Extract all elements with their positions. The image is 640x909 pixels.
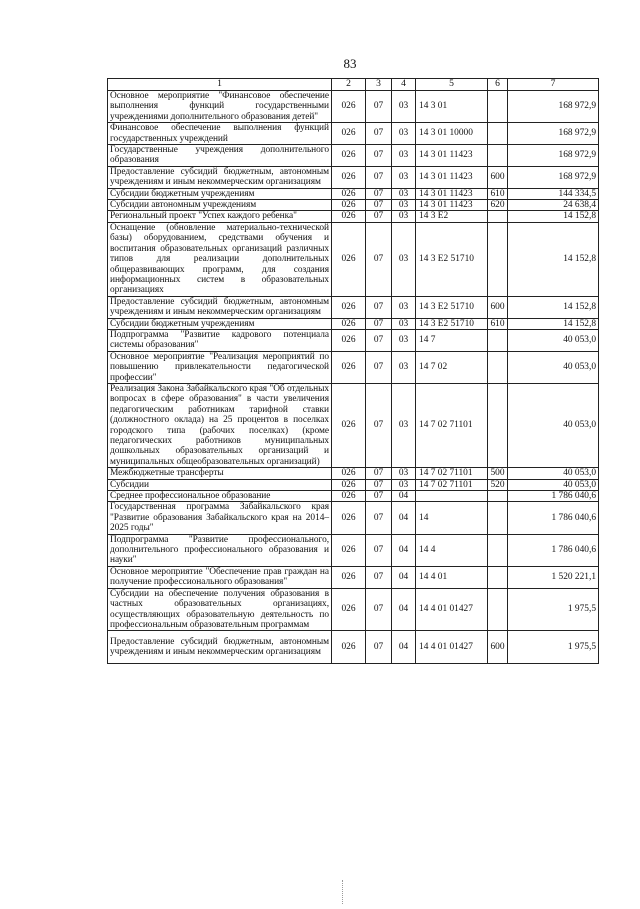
expense-type-cell [488, 534, 508, 566]
expense-type-cell [488, 211, 508, 222]
grbs-cell: 026 [332, 211, 366, 222]
column-header: 3 [366, 79, 392, 91]
column-header: 6 [488, 79, 508, 91]
row-name-cell: Основное мероприятие "Финансовое обеспечение выполнения функций государственными учреждениями дополнительного образования детей" [108, 91, 332, 123]
column-header: 5 [416, 79, 488, 91]
amount-cell: 168 972,9 [508, 123, 599, 145]
table-row [108, 145, 599, 167]
grbs-cell: 026 [332, 166, 366, 188]
subsection-cell: 03 [392, 211, 416, 222]
section-cell: 07 [366, 631, 392, 664]
row-name-cell: Предоставление субсидий бюджетным, автономным учреждениям и иным некоммерческим организациям [108, 166, 332, 188]
section-cell: 07 [366, 211, 392, 222]
row-name-cell: Субсидии бюджетным учреждениям [108, 188, 332, 199]
expense-type-cell: 610 [488, 318, 508, 329]
section-cell: 07 [366, 188, 392, 199]
subsection-cell: 04 [392, 631, 416, 664]
section-cell: 07 [366, 318, 392, 329]
header-row [108, 79, 599, 91]
target-article-cell: 14 7 02 71101 [416, 479, 488, 490]
expense-type-cell [488, 123, 508, 145]
section-cell: 07 [366, 588, 392, 631]
expense-type-cell [488, 351, 508, 383]
column-header: 7 [508, 79, 599, 91]
grbs-cell: 026 [332, 296, 366, 318]
target-article-cell: 14 7 02 [416, 351, 488, 383]
row-name-cell: Субсидии бюджетным учреждениям [108, 318, 332, 329]
row-name-cell: Субсидии на обеспечение получения образования в частных образовательных организациях, осуществляющих образовательную деятельность по профессиональным образовательным программам [108, 588, 332, 631]
grbs-cell: 026 [332, 318, 366, 329]
row-name-cell: Основное мероприятие "Реализация мероприятий по повышению привлекательности педагогической профессии" [108, 351, 332, 383]
row-name-cell: Субсидии [108, 479, 332, 490]
column-header: 1 [108, 79, 332, 91]
grbs-cell: 026 [332, 479, 366, 490]
amount-cell: 14 152,8 [508, 222, 599, 296]
subsection-cell: 03 [392, 145, 416, 167]
amount-cell: 40 053,0 [508, 329, 599, 351]
target-article-cell: 14 [416, 502, 488, 534]
table-row [108, 200, 599, 211]
column-header: 2 [332, 79, 366, 91]
subsection-cell: 03 [392, 296, 416, 318]
row-name-cell: Предоставление субсидий бюджетным, автономным учреждениям и иным некоммерческим организациям [108, 296, 332, 318]
expense-type-cell [488, 145, 508, 167]
section-cell: 07 [366, 91, 392, 123]
table-row [108, 329, 599, 351]
row-name-cell: Оснащение (обновление материально-технической базы) оборудованием, средствами обучения и воспитания образовательных организаций различных типов для реализации дополнительных общеразвивающих программ, для создания информационных систем в образовательных организациях [108, 222, 332, 296]
row-name-cell: Среднее профессиональное образование [108, 491, 332, 502]
expense-type-cell [488, 329, 508, 351]
subsection-cell: 04 [392, 566, 416, 588]
section-cell: 07 [366, 145, 392, 167]
expense-type-cell [488, 383, 508, 467]
row-name-cell: Межбюджетные трансферты [108, 468, 332, 479]
table-row [108, 566, 599, 588]
target-article-cell [416, 491, 488, 502]
section-cell: 07 [366, 534, 392, 566]
section-cell: 07 [366, 296, 392, 318]
row-name-cell: Подпрограмма "Развитие кадрового потенциала системы образования" [108, 329, 332, 351]
table-row [108, 468, 599, 479]
table-row [108, 211, 599, 222]
table-row [108, 491, 599, 502]
scan-artifact [342, 880, 344, 904]
table-row [108, 318, 599, 329]
subsection-cell: 03 [392, 91, 416, 123]
grbs-cell: 026 [332, 502, 366, 534]
target-article-cell: 14 4 01 01427 [416, 631, 488, 664]
subsection-cell: 04 [392, 502, 416, 534]
amount-cell: 14 152,8 [508, 296, 599, 318]
amount-cell: 1 786 040,6 [508, 491, 599, 502]
table-row [108, 222, 599, 296]
section-cell: 07 [366, 383, 392, 467]
target-article-cell: 14 3 01 10000 [416, 123, 488, 145]
section-cell: 07 [366, 123, 392, 145]
target-article-cell: 14 4 [416, 534, 488, 566]
subsection-cell: 03 [392, 329, 416, 351]
row-name-cell: Субсидии автономным учреждениям [108, 200, 332, 211]
subsection-cell: 03 [392, 200, 416, 211]
expense-type-cell [488, 588, 508, 631]
grbs-cell: 026 [332, 383, 366, 467]
subsection-cell: 03 [392, 351, 416, 383]
table-row [108, 588, 599, 631]
expense-type-cell: 620 [488, 200, 508, 211]
grbs-cell: 026 [332, 566, 366, 588]
budget-table [107, 78, 599, 664]
table-row [108, 91, 599, 123]
subsection-cell: 03 [392, 166, 416, 188]
amount-cell: 14 152,8 [508, 318, 599, 329]
grbs-cell: 026 [332, 188, 366, 199]
target-article-cell: 14 3 01 [416, 91, 488, 123]
grbs-cell: 026 [332, 123, 366, 145]
section-cell: 07 [366, 491, 392, 502]
section-cell: 07 [366, 566, 392, 588]
amount-cell: 168 972,9 [508, 166, 599, 188]
row-name-cell: Государственные учреждения дополнительного образования [108, 145, 332, 167]
expense-type-cell: 600 [488, 296, 508, 318]
expense-type-cell [488, 566, 508, 588]
subsection-cell: 03 [392, 318, 416, 329]
row-name-cell: Реализация Закона Забайкальского края "Об отдельных вопросах в сфере образования" в части увеличения педагогическим работникам тарифной ставки (должностного оклада) на 25 процентов в поселках городского типа (рабочих поселках) (кроме педагогических работников муниципальных дошкольных образовательных организаций и муниципальных общеобразовательных организаций) [108, 383, 332, 467]
subsection-cell: 03 [392, 123, 416, 145]
table-row [108, 502, 599, 534]
grbs-cell: 026 [332, 351, 366, 383]
row-name-cell: Подпрограмма "Развитие профессионального, дополнительного профессионального образования и науки" [108, 534, 332, 566]
amount-cell: 40 053,0 [508, 468, 599, 479]
table-row [108, 123, 599, 145]
amount-cell: 14 152,8 [508, 211, 599, 222]
table-row [108, 479, 599, 490]
section-cell: 07 [366, 351, 392, 383]
amount-cell: 1 786 040,6 [508, 502, 599, 534]
expense-type-cell [488, 91, 508, 123]
row-name-cell: Основное мероприятие "Обеспечение прав граждан на получение профессионального образования" [108, 566, 332, 588]
subsection-cell: 04 [392, 588, 416, 631]
page-number: 83 [343, 56, 357, 71]
subsection-cell: 03 [392, 479, 416, 490]
expense-type-cell: 600 [488, 631, 508, 664]
table-row [108, 383, 599, 467]
amount-cell: 40 053,0 [508, 479, 599, 490]
amount-cell: 168 972,9 [508, 145, 599, 167]
grbs-cell: 026 [332, 468, 366, 479]
subsection-cell: 03 [392, 383, 416, 467]
amount-cell: 1 975,5 [508, 631, 599, 664]
expense-type-cell [488, 502, 508, 534]
table-row [108, 351, 599, 383]
grbs-cell: 026 [332, 631, 366, 664]
amount-cell: 1 975,5 [508, 588, 599, 631]
expense-type-cell: 600 [488, 166, 508, 188]
target-article-cell: 14 3 01 11423 [416, 188, 488, 199]
table-row [108, 296, 599, 318]
row-name-cell: Предоставление субсидий бюджетным, автономным учреждениям и иным некоммерческим организациям [108, 631, 332, 664]
section-cell: 07 [366, 200, 392, 211]
target-article-cell: 14 7 [416, 329, 488, 351]
row-name-cell: Государственная программа Забайкальского края "Развитие образования Забайкальского края на 2014–2025 годы" [108, 502, 332, 534]
target-article-cell: 14 3 E2 51710 [416, 222, 488, 296]
row-name-cell: Региональный проект "Успех каждого ребенка" [108, 211, 332, 222]
target-article-cell: 14 3 01 11423 [416, 145, 488, 167]
grbs-cell: 026 [332, 91, 366, 123]
expense-type-cell: 610 [488, 188, 508, 199]
target-article-cell: 14 4 01 [416, 566, 488, 588]
grbs-cell: 026 [332, 588, 366, 631]
subsection-cell: 03 [392, 468, 416, 479]
section-cell: 07 [366, 468, 392, 479]
table-row [108, 631, 599, 664]
expense-type-cell [488, 222, 508, 296]
amount-cell: 40 053,0 [508, 383, 599, 467]
grbs-cell: 026 [332, 534, 366, 566]
section-cell: 07 [366, 502, 392, 534]
row-name-cell: Финансовое обеспечение выполнения функций государственных учреждений [108, 123, 332, 145]
grbs-cell: 026 [332, 329, 366, 351]
grbs-cell: 026 [332, 200, 366, 211]
grbs-cell: 026 [332, 222, 366, 296]
table-row [108, 534, 599, 566]
target-article-cell: 14 3 E2 51710 [416, 318, 488, 329]
target-article-cell: 14 3 E2 [416, 211, 488, 222]
grbs-cell: 026 [332, 491, 366, 502]
amount-cell: 1 520 221,1 [508, 566, 599, 588]
target-article-cell: 14 3 01 11423 [416, 200, 488, 211]
amount-cell: 40 053,0 [508, 351, 599, 383]
target-article-cell: 14 3 E2 51710 [416, 296, 488, 318]
subsection-cell: 03 [392, 222, 416, 296]
subsection-cell: 04 [392, 491, 416, 502]
target-article-cell: 14 3 01 11423 [416, 166, 488, 188]
expense-type-cell: 520 [488, 479, 508, 490]
target-article-cell: 14 7 02 71101 [416, 383, 488, 467]
column-header: 4 [392, 79, 416, 91]
section-cell: 07 [366, 166, 392, 188]
subsection-cell: 04 [392, 534, 416, 566]
section-cell: 07 [366, 222, 392, 296]
section-cell: 07 [366, 479, 392, 490]
grbs-cell: 026 [332, 145, 366, 167]
section-cell: 07 [366, 329, 392, 351]
amount-cell: 1 786 040,6 [508, 534, 599, 566]
expense-type-cell [488, 491, 508, 502]
target-article-cell: 14 7 02 71101 [416, 468, 488, 479]
amount-cell: 168 972,9 [508, 91, 599, 123]
table-row [108, 188, 599, 199]
subsection-cell: 03 [392, 188, 416, 199]
target-article-cell: 14 4 01 01427 [416, 588, 488, 631]
expense-type-cell: 500 [488, 468, 508, 479]
table-row [108, 166, 599, 188]
amount-cell: 144 334,5 [508, 188, 599, 199]
amount-cell: 24 638,4 [508, 200, 599, 211]
